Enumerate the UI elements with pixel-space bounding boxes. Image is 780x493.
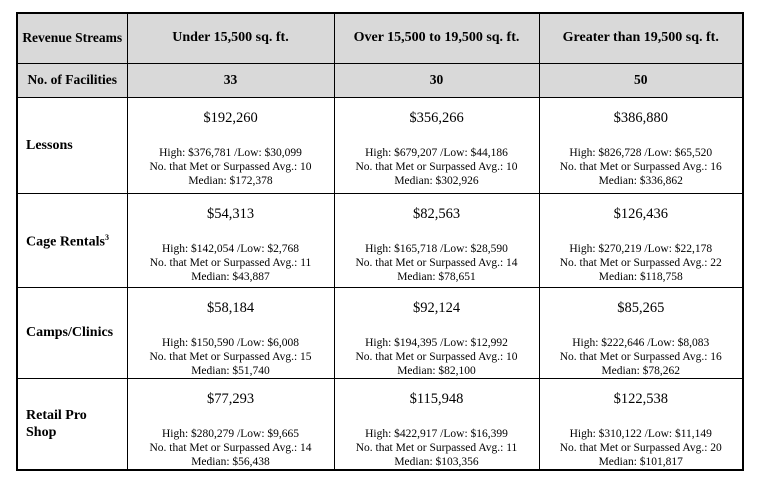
data-cell — [334, 287, 539, 378]
average-value: $115,948 — [409, 390, 464, 407]
average-value: $85,265 — [617, 299, 665, 316]
high-low-text: High: $270,219 /Low: $22,178 — [569, 242, 713, 255]
high-low-text: High: $280,279 /Low: $9,665 — [161, 427, 300, 440]
table-row — [17, 287, 743, 378]
row-label-camps-clinics — [17, 287, 127, 378]
data-cell — [539, 378, 743, 470]
median-text: Median: $78,262 — [601, 364, 681, 377]
met-avg-text: No. that Met or Surpassed Avg.: 16 — [559, 350, 722, 363]
median-text: Median: $78,651 — [397, 270, 476, 283]
row-label-cage-rentals — [17, 193, 127, 287]
median-text: Median: $118,758 — [598, 270, 683, 283]
median-text: Median: $101,817 — [598, 455, 683, 468]
row-label-retail-pro-shop — [17, 378, 127, 470]
high-low-text: High: $310,122 /Low: $11,149 — [569, 427, 712, 440]
row-label-lessons — [17, 97, 127, 193]
row-label-text: Retail Pro Shop — [26, 407, 87, 440]
median-text: Median: $82,100 — [397, 364, 476, 377]
average-value: $126,436 — [613, 205, 668, 222]
high-low-text: High: $142,054 /Low: $2,768 — [161, 242, 300, 255]
average-value: $54,313 — [206, 205, 255, 222]
data-cell — [539, 193, 743, 287]
footnote-marker: 3 — [104, 233, 109, 243]
table-row — [17, 378, 743, 470]
high-low-text: High: $150,590 /Low: $6,008 — [161, 336, 300, 349]
data-cell — [539, 97, 743, 193]
met-avg-text: No. that Met or Surpassed Avg.: 10 — [149, 160, 312, 173]
row-label-text: Camps/Clinics — [26, 325, 114, 340]
median-text: Median: $56,438 — [191, 455, 270, 468]
row-label-text: Lessons — [26, 137, 73, 153]
data-cell — [127, 97, 334, 193]
median-text: Median: $302,926 — [394, 174, 479, 187]
table-row — [17, 193, 743, 287]
average-value: $356,266 — [409, 109, 464, 126]
met-avg-text: No. that Met or Surpassed Avg.: 11 — [149, 256, 312, 269]
revenue-table — [16, 12, 744, 471]
high-low-text: High: $376,781 /Low: $30,099 — [159, 146, 302, 159]
facilities-count-large: 50 — [539, 63, 743, 97]
high-low-text: High: $679,207 /Low: $44,186 — [365, 146, 508, 159]
met-avg-text: No. that Met or Surpassed Avg.: 14 — [149, 441, 312, 454]
median-text: Median: $336,862 — [598, 174, 683, 187]
facilities-row — [17, 63, 743, 97]
facilities-count-small: 33 — [127, 63, 334, 97]
average-value: $192,260 — [203, 109, 258, 126]
data-cell — [334, 193, 539, 287]
data-cell — [127, 193, 334, 287]
met-avg-text: No. that Met or Surpassed Avg.: 10 — [355, 350, 518, 363]
average-value: $82,563 — [412, 205, 461, 222]
met-avg-text: No. that Met or Surpassed Avg.: 11 — [355, 441, 518, 454]
data-cell — [127, 287, 334, 378]
data-cell — [334, 97, 539, 193]
high-low-text: High: $826,728 /Low: $65,520 — [569, 146, 713, 159]
median-text: Median: $172,378 — [188, 174, 273, 187]
average-value: $386,880 — [613, 109, 668, 126]
column-header-small: Under 15,500 sq. ft. — [127, 13, 334, 63]
met-avg-text: No. that Met or Surpassed Avg.: 20 — [559, 441, 722, 454]
facilities-label: No. of Facilities — [17, 63, 127, 97]
high-low-text: High: $222,646 /Low: $8,083 — [572, 336, 710, 349]
table-row — [17, 97, 743, 193]
header-row — [17, 13, 743, 63]
data-cell — [334, 378, 539, 470]
met-avg-text: No. that Met or Surpassed Avg.: 15 — [149, 350, 312, 363]
data-cell — [127, 378, 334, 470]
high-low-text: High: $165,718 /Low: $28,590 — [365, 242, 508, 255]
column-header-medium: Over 15,500 to 19,500 sq. ft. — [334, 13, 539, 63]
revenue-table-container — [16, 12, 744, 471]
row-label-text: Cage Rentals — [26, 234, 105, 250]
column-header-large: Greater than 19,500 sq. ft. — [539, 13, 743, 63]
average-value: $92,124 — [412, 299, 461, 316]
median-text: Median: $51,740 — [191, 364, 270, 377]
facilities-count-medium: 30 — [334, 63, 539, 97]
met-avg-text: No. that Met or Surpassed Avg.: 16 — [559, 160, 722, 173]
median-text: Median: $43,887 — [191, 270, 270, 283]
average-value: $122,538 — [613, 390, 668, 407]
met-avg-text: No. that Met or Surpassed Avg.: 22 — [559, 256, 722, 269]
high-low-text: High: $422,917 /Low: $16,399 — [365, 427, 508, 440]
high-low-text: High: $194,395 /Low: $12,992 — [365, 336, 508, 349]
median-text: Median: $103,356 — [394, 455, 479, 468]
average-value: $77,293 — [206, 390, 255, 407]
met-avg-text: No. that Met or Surpassed Avg.: 14 — [355, 256, 518, 269]
data-cell — [539, 287, 743, 378]
average-value: $58,184 — [206, 299, 255, 316]
revenue-streams-header: Revenue Streams — [17, 13, 127, 63]
met-avg-text: No. that Met or Surpassed Avg.: 10 — [355, 160, 518, 173]
